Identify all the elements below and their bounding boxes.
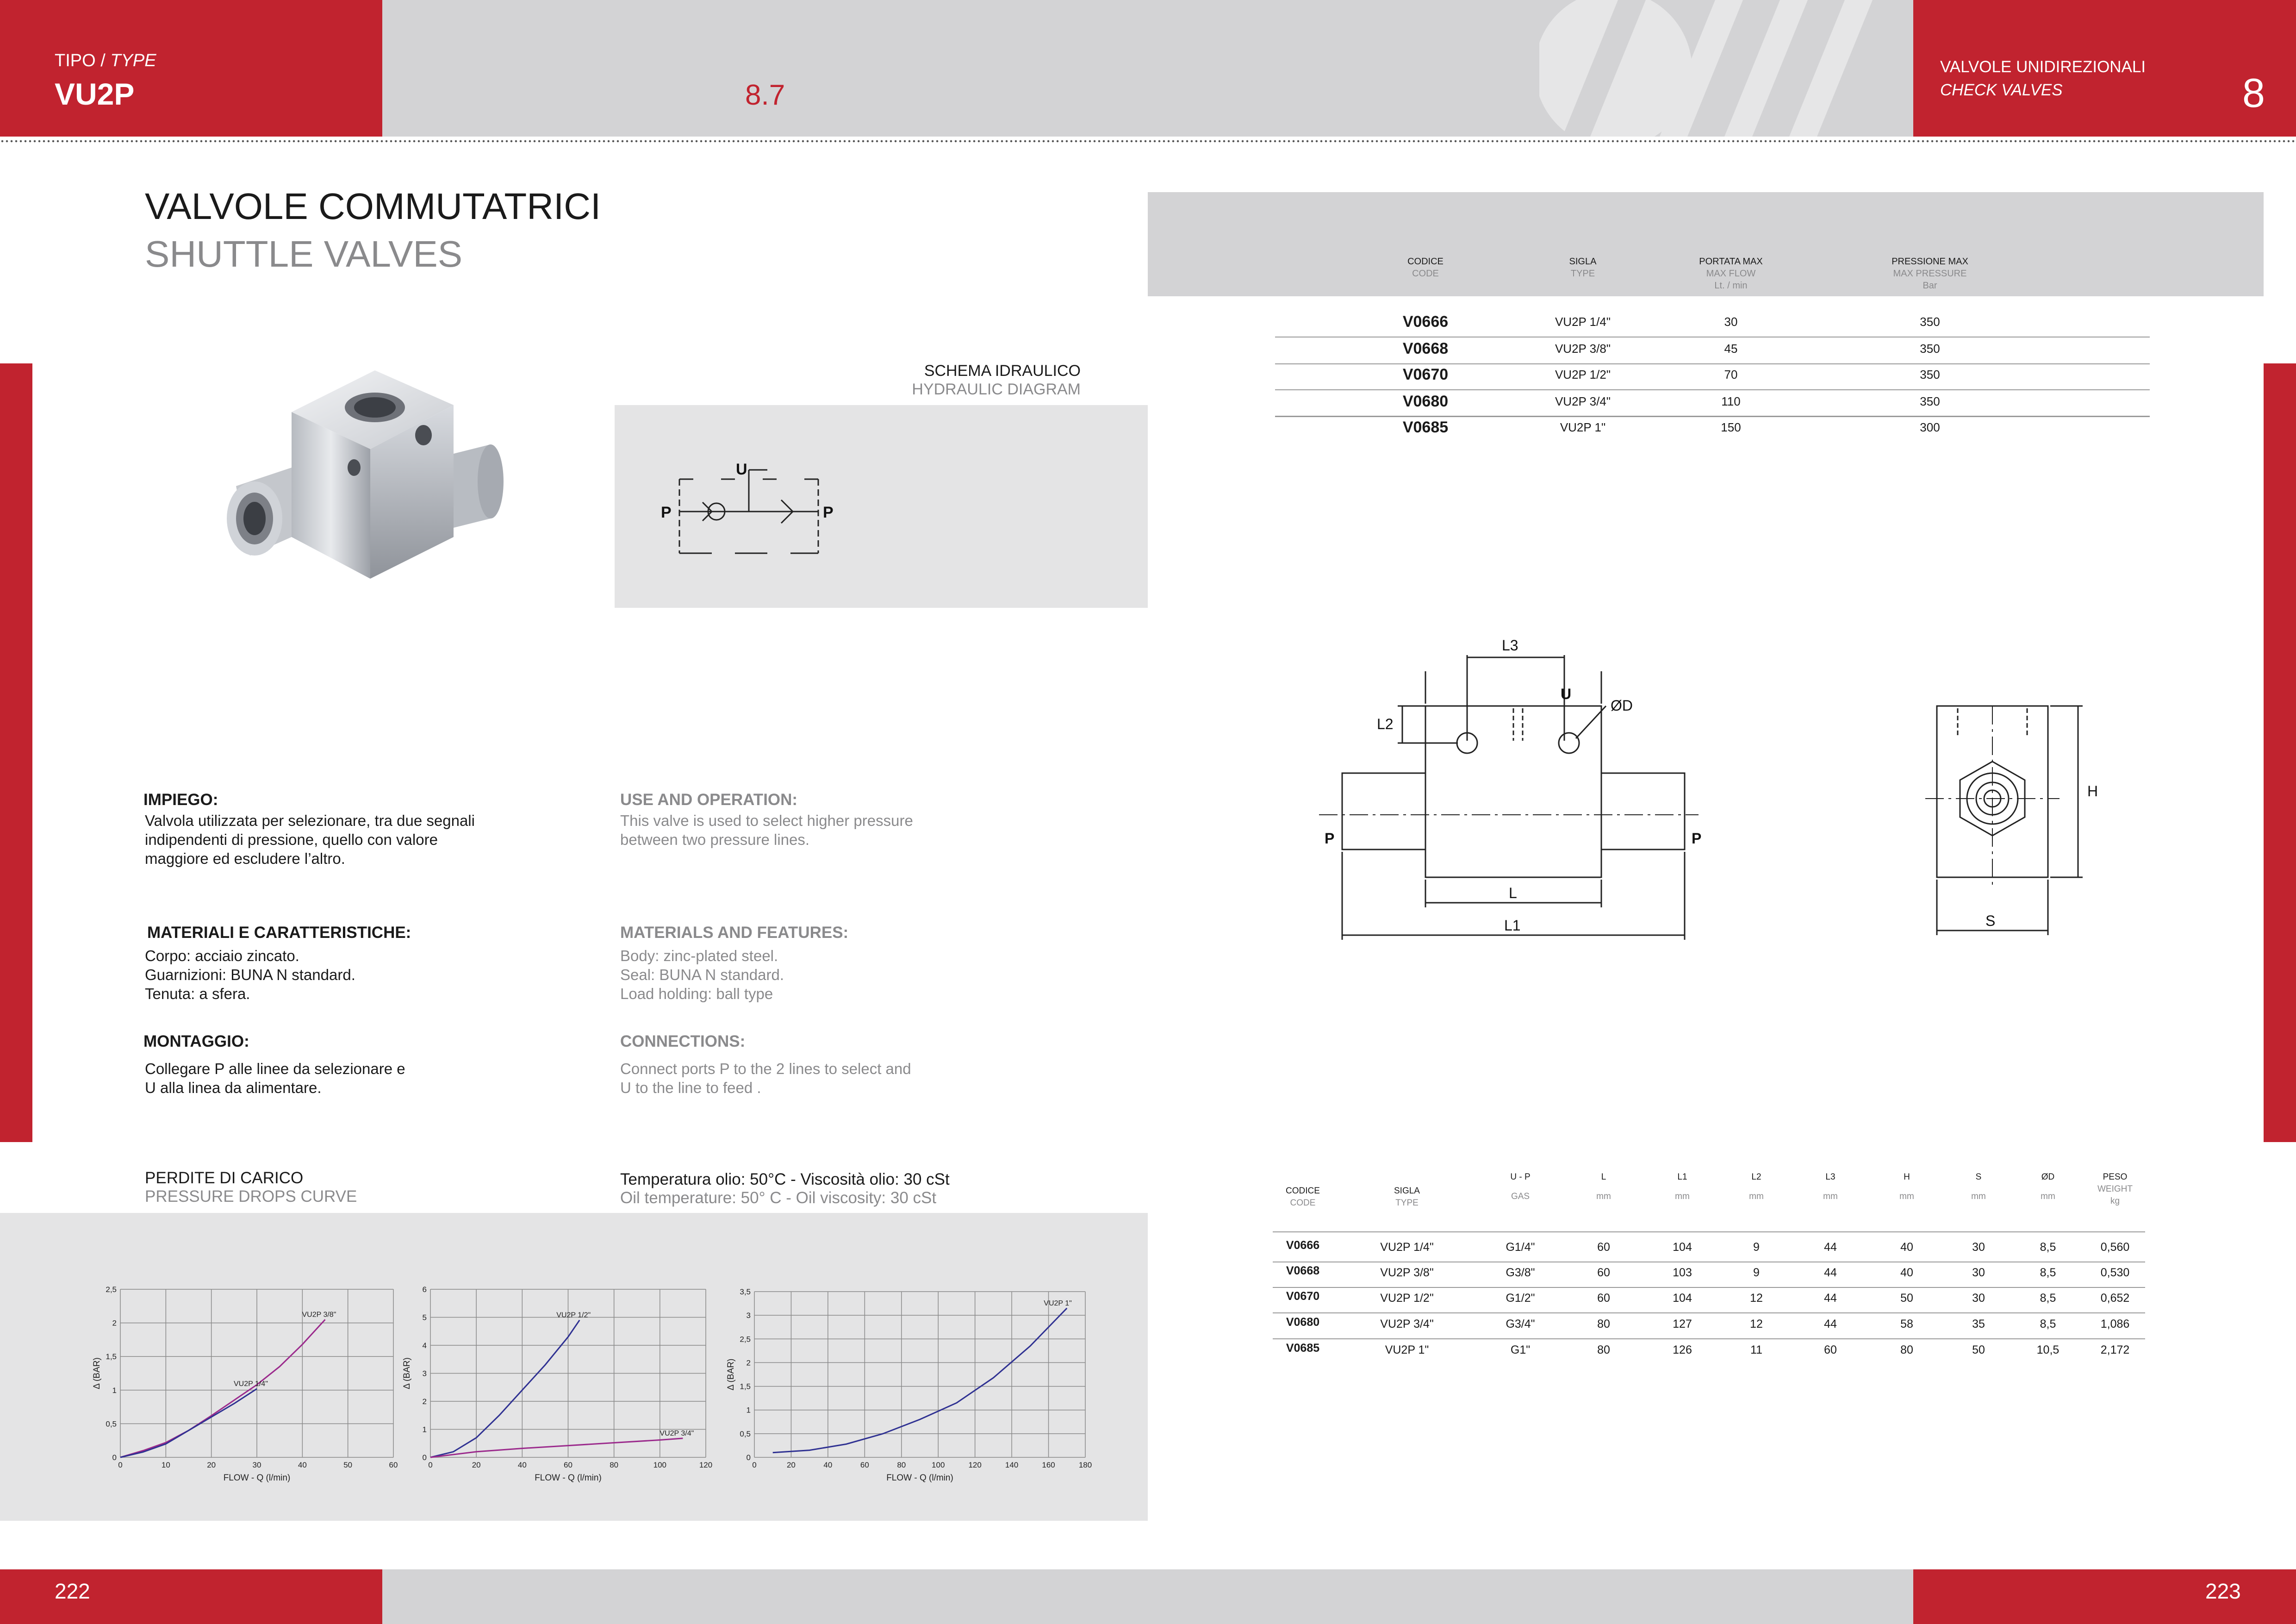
y-tick-label: 2,5 (740, 1335, 751, 1344)
use-text (620, 811, 913, 849)
table2-cell: 40 (1900, 1266, 1913, 1279)
x-tick-label: 20 (207, 1461, 216, 1469)
table2-code-cell: V0670 (1286, 1290, 1320, 1303)
table2-cell: 44 (1824, 1318, 1837, 1330)
table2-cell: 50 (1900, 1292, 1913, 1305)
table2-cell: 127 (1673, 1318, 1692, 1330)
table2-header-it: CODICE (1286, 1186, 1320, 1196)
series-label: VU2P 1/2" (556, 1311, 591, 1319)
tipo-it: TIPO (55, 51, 96, 70)
x-tick-label: 120 (968, 1461, 982, 1469)
series-label: VU2P 1/4" (234, 1380, 268, 1388)
y-tick-label: 3,5 (740, 1287, 751, 1296)
dim-p-right: P (1692, 830, 1702, 847)
dim-od: ØD (1611, 697, 1633, 714)
hyd-label-p-left: P (661, 504, 672, 521)
table2-header-it: L3 (1825, 1172, 1836, 1182)
x-tick-label: 0 (428, 1461, 433, 1469)
montaggio-heading: MONTAGGIO: (143, 1032, 249, 1050)
x-tick-label: 100 (932, 1461, 945, 1469)
brand-stripes-icon (1539, 0, 1910, 137)
table2-code-cell: V0666 (1286, 1239, 1320, 1252)
table1-header-unit: Lt. / min (1714, 281, 1748, 291)
pressure-chart-1 (83, 1278, 396, 1481)
dim-u: U (1561, 686, 1572, 702)
y-tick-label: 0 (746, 1453, 751, 1462)
tipo-en: TYPE (110, 51, 156, 70)
table1-header-en: TYPE (1570, 269, 1595, 279)
x-axis-label: FLOW - Q (l/min) (886, 1473, 953, 1483)
pressure-chart-2 (403, 1278, 722, 1481)
table2-cell: 12 (1750, 1318, 1763, 1330)
materiali-text (145, 946, 355, 1003)
x-tick-label: 80 (897, 1461, 906, 1469)
pressure-title-it: PERDITE DI CARICO (145, 1169, 304, 1187)
series-line (430, 1438, 683, 1457)
model-name: VU2P (55, 77, 135, 111)
table2-cell: VU2P 1/4" (1380, 1241, 1434, 1254)
connections-heading: CONNECTIONS: (620, 1032, 746, 1050)
pressure-chart-3 (727, 1278, 1134, 1481)
table1-code-cell: V0668 (1402, 340, 1449, 357)
y-tick-label: 2 (112, 1318, 117, 1328)
hyd-label-u: U (736, 461, 747, 478)
valve-product-photo (222, 361, 528, 620)
table2-cell: 104 (1673, 1292, 1692, 1305)
table2-cell: VU2P 3/4" (1380, 1318, 1434, 1330)
y-axis-label: Δ (BAR) (92, 1357, 102, 1389)
x-tick-label: 20 (472, 1461, 481, 1469)
table2-header-en: mm (1675, 1192, 1690, 1201)
y-axis-label: Δ (BAR) (402, 1357, 412, 1389)
text-line: Body: zinc-plated steel. (620, 947, 778, 964)
table2-cell: 35 (1972, 1318, 1985, 1330)
x-tick-label: 120 (699, 1461, 713, 1469)
table2-cell: 0,652 (2100, 1292, 2130, 1305)
y-tick-label: 1 (422, 1425, 427, 1434)
table1-header-unit: Bar (1923, 281, 1937, 291)
x-tick-label: 100 (653, 1461, 667, 1469)
table2-cell: 30 (1972, 1241, 1985, 1254)
hyd-label-p-right: P (823, 504, 834, 521)
x-tick-label: 160 (1042, 1461, 1055, 1469)
table2-header-en: WEIGHT (2097, 1184, 2133, 1194)
footer-mid-panel (382, 1569, 1913, 1624)
text-line: indipendenti di pressione, quello con valore (145, 831, 438, 848)
table2-cell: G1" (1510, 1343, 1531, 1356)
table1-cell: 45 (1724, 342, 1738, 356)
side-bar-left (0, 363, 32, 1142)
row-divider (1275, 389, 2150, 390)
table1-cell: 70 (1724, 368, 1738, 381)
x-tick-label: 10 (161, 1461, 170, 1469)
table2-cell: 80 (1597, 1318, 1610, 1330)
row-divider (1273, 1287, 2145, 1288)
x-tick-label: 0 (118, 1461, 123, 1469)
table2-cell: 0,560 (2100, 1241, 2130, 1254)
row-divider (1273, 1312, 2145, 1313)
x-tick-label: 60 (389, 1461, 398, 1469)
table1-cell: VU2P 3/8" (1555, 342, 1611, 356)
table1-cell: 350 (1920, 368, 1940, 381)
text-line: maggiore ed escludere l’altro. (145, 850, 345, 867)
dim-l1: L1 (1504, 917, 1521, 934)
table2-cell: 80 (1597, 1343, 1610, 1356)
table2-cell: 11 (1750, 1343, 1762, 1356)
series-label: VU2P 1" (1044, 1299, 1072, 1307)
table2-cell: 8,5 (2040, 1241, 2056, 1254)
table1-header-en: MAX PRESSURE (1893, 269, 1967, 279)
table2-header-cell (1356, 1185, 1458, 1209)
series-line (430, 1320, 579, 1457)
text-line: between two pressure lines. (620, 831, 810, 848)
x-tick-label: 40 (298, 1461, 307, 1469)
table2-cell: 80 (1900, 1343, 1913, 1356)
table2-cell: 10,5 (2036, 1343, 2060, 1356)
x-tick-label: 50 (343, 1461, 353, 1469)
text-line: Guarnizioni: BUNA N standard. (145, 966, 355, 983)
text-line: Valvola utilizzata per selezionare, tra due segnali (145, 812, 475, 829)
dim-h: H (2087, 783, 2098, 800)
table2-cell: 9 (1753, 1266, 1760, 1279)
schema-title-en: HYDRAULIC DIAGRAM (912, 381, 1081, 398)
x-tick-label: 40 (517, 1461, 527, 1469)
table1-cell: 350 (1920, 315, 1940, 329)
table2-cell: 60 (1597, 1266, 1610, 1279)
schema-title-it: SCHEMA IDRAULICO (924, 362, 1081, 380)
text-line: Corpo: acciaio zincato. (145, 947, 299, 964)
table1-cell: 30 (1724, 315, 1738, 329)
table2-cell: 50 (1972, 1343, 1985, 1356)
table2-cell: VU2P 1" (1385, 1343, 1429, 1356)
y-tick-label: 1,5 (106, 1352, 117, 1362)
table2-cell: 0,530 (2100, 1266, 2130, 1279)
table1-code-cell: V0670 (1402, 366, 1449, 383)
table2-cell: 44 (1824, 1241, 1837, 1254)
y-tick-label: 6 (422, 1285, 427, 1294)
y-tick-label: 1,5 (740, 1382, 751, 1391)
table2-code-cell: V0685 (1286, 1342, 1320, 1355)
table2-cell: G3/4" (1506, 1318, 1535, 1330)
table2-cell: G1/2" (1506, 1292, 1535, 1305)
x-tick-label: 60 (564, 1461, 572, 1469)
dotted-divider (0, 139, 2296, 144)
table1-header-it: PRESSIONE MAX (1892, 256, 1968, 267)
table2-header-it: H (1904, 1172, 1910, 1182)
chapter-number: 8 (2242, 70, 2265, 116)
x-tick-label: 40 (823, 1461, 833, 1469)
table1-code-cell: V0685 (1402, 418, 1449, 436)
table1-cell: VU2P 1/4" (1555, 315, 1611, 329)
x-tick-label: 60 (860, 1461, 869, 1469)
temperature-en: Oil temperature: 50° C - Oil viscosity: 30 cSt (620, 1189, 937, 1207)
y-tick-label: 3 (746, 1311, 751, 1320)
row-divider (1275, 363, 2150, 364)
text-line: Seal: BUNA N standard. (620, 966, 784, 983)
table2-cell: 12 (1750, 1292, 1763, 1305)
y-tick-label: 2,5 (106, 1285, 117, 1294)
table1-code-cell: V0666 (1402, 313, 1449, 331)
text-line: Tenuta: a sfera. (145, 985, 250, 1002)
table1-header-cell (1661, 256, 1800, 292)
x-tick-label: 180 (1078, 1461, 1092, 1469)
table2-cell: 30 (1972, 1292, 1985, 1305)
category-en: CHECK VALVES (1940, 81, 2063, 99)
row-divider (1273, 1338, 2145, 1339)
y-axis-label: Δ (BAR) (726, 1358, 736, 1391)
dim-s: S (1985, 912, 1996, 929)
table1-header-cell (1513, 256, 1652, 280)
hydraulic-symbol (615, 405, 1148, 608)
table2-cell: G3/8" (1506, 1266, 1535, 1279)
page-subtitle: SHUTTLE VALVES (145, 233, 463, 275)
use-heading: USE AND OPERATION: (620, 791, 798, 809)
y-tick-label: 1 (746, 1405, 751, 1415)
table1-header-cell (1356, 256, 1495, 280)
series-line (773, 1308, 1067, 1453)
header-mid-panel (382, 0, 1913, 137)
page-number-left: 222 (55, 1579, 90, 1603)
dim-l: L (1509, 885, 1517, 901)
row-divider (1275, 416, 2150, 417)
table2-header-en: mm (1823, 1192, 1838, 1201)
text-line: U alla linea da alimentare. (145, 1079, 322, 1096)
table2-cell: 9 (1753, 1241, 1760, 1254)
table1-header-it: SIGLA (1569, 256, 1597, 267)
table2-code-cell: V0668 (1286, 1264, 1320, 1277)
connections-text (620, 1059, 911, 1097)
table1-header-it: PORTATA MAX (1699, 256, 1763, 267)
x-tick-label: 140 (1005, 1461, 1019, 1469)
y-tick-label: 0,5 (106, 1419, 117, 1429)
temperature-it: Temperatura olio: 50°C - Viscosità olio: 30 cSt (620, 1170, 950, 1188)
table2-cell: 8,5 (2040, 1318, 2056, 1330)
table1-cell: VU2P 1/2" (1555, 368, 1611, 381)
y-tick-label: 5 (422, 1313, 427, 1322)
y-tick-label: 4 (422, 1341, 427, 1350)
y-tick-label: 0 (422, 1453, 427, 1462)
table2-cell: G1/4" (1506, 1241, 1535, 1254)
table1-cell: 150 (1721, 420, 1741, 434)
table2-header-unit: kg (2110, 1196, 2120, 1206)
table2-header-en: mm (1596, 1192, 1611, 1201)
table2-cell: VU2P 3/8" (1380, 1266, 1434, 1279)
table2-cell: 8,5 (2040, 1292, 2056, 1305)
y-tick-label: 0 (112, 1453, 117, 1462)
hydraulic-diagram-box (615, 405, 1148, 608)
series-label: VU2P 3/4" (660, 1429, 694, 1437)
table2-header-it: L2 (1751, 1172, 1761, 1182)
table2-cell: 30 (1972, 1266, 1985, 1279)
table2-cell: VU2P 1/2" (1380, 1292, 1434, 1305)
table1-header-en: MAX FLOW (1706, 269, 1756, 279)
x-tick-label: 30 (252, 1461, 261, 1469)
table2-header-it: U - P (1510, 1172, 1531, 1182)
table2-header-en: mm (2041, 1192, 2055, 1201)
table1-header-it: CODICE (1407, 256, 1444, 267)
table2-header-en: TYPE (1395, 1198, 1419, 1208)
table2-header-en: mm (1971, 1192, 1986, 1201)
x-tick-label: 0 (752, 1461, 757, 1469)
table2-header-cell (1252, 1185, 1354, 1209)
dimension-drawing (1319, 630, 2152, 963)
category-it: VALVOLE UNIDIREZIONALI (1940, 58, 2146, 76)
table1-cell: 300 (1920, 420, 1940, 434)
section-number: 8.7 (745, 79, 785, 111)
table2-cell: 60 (1824, 1343, 1837, 1356)
table2-header-it: L (1601, 1172, 1606, 1182)
y-tick-label: 1 (112, 1386, 117, 1395)
table2-header-it: L1 (1677, 1172, 1687, 1182)
table1-header-cell (1860, 256, 1999, 292)
table2-header-en: CODE (1290, 1198, 1316, 1208)
x-axis-label: FLOW - Q (l/min) (535, 1473, 602, 1483)
dim-l3: L3 (1502, 637, 1518, 654)
table2-cell: 104 (1673, 1241, 1692, 1254)
text-line: Connect ports P to the 2 lines to select and (620, 1060, 911, 1077)
table2-cell: 58 (1900, 1318, 1913, 1330)
text-line: Collegare P alle linee da selezionare e (145, 1060, 405, 1077)
page-title: VALVOLE COMMUTATRICI (145, 186, 601, 227)
text-line: This valve is used to select higher pressure (620, 812, 913, 829)
text-line: U to the line to feed . (620, 1079, 761, 1096)
dim-l2: L2 (1377, 716, 1394, 732)
table2-cell: 44 (1824, 1292, 1837, 1305)
y-tick-label: 2 (422, 1397, 427, 1406)
y-tick-label: 0,5 (740, 1429, 751, 1438)
tipo-slash: / (100, 51, 106, 70)
table2-cell: 103 (1673, 1266, 1692, 1279)
table2-header-it: PESO (2103, 1172, 2128, 1182)
table2-cell: 2,172 (2100, 1343, 2130, 1356)
series-line (120, 1319, 325, 1457)
impiego-heading: IMPIEGO: (143, 791, 218, 809)
side-bar-right (2264, 363, 2296, 1142)
table1-header-en: CODE (1412, 269, 1439, 279)
table2-header-it: S (1975, 1172, 1982, 1182)
materials-text (620, 946, 784, 1003)
table1-cell: VU2P 3/4" (1555, 394, 1611, 408)
x-axis-label: FLOW - Q (l/min) (223, 1473, 291, 1483)
y-tick-label: 3 (422, 1369, 427, 1378)
table2-cell: 8,5 (2040, 1266, 2056, 1279)
text-line: Load holding: ball type (620, 985, 773, 1002)
montaggio-text (145, 1059, 405, 1097)
materials-heading: MATERIALS AND FEATURES: (620, 924, 849, 942)
table2-header-en: mm (1899, 1192, 1914, 1201)
impiego-text (145, 811, 475, 868)
pressure-title-en: PRESSURE DROPS CURVE (145, 1187, 357, 1206)
table2-cell: 40 (1900, 1241, 1913, 1254)
table2-cell: 60 (1597, 1292, 1610, 1305)
x-tick-label: 20 (786, 1461, 796, 1469)
table2-cell: 1,086 (2100, 1318, 2130, 1330)
table1-cell: 110 (1721, 394, 1741, 408)
row-divider (1273, 1231, 2145, 1232)
table2-header-cell (2064, 1171, 2166, 1207)
table2-code-cell: V0680 (1286, 1316, 1320, 1329)
table2-header-en: mm (1749, 1192, 1764, 1201)
table1-cell: 350 (1920, 342, 1940, 356)
dim-p-left: P (1325, 830, 1335, 847)
table1-code-cell: V0680 (1402, 393, 1449, 410)
page-number-right: 223 (2205, 1579, 2241, 1603)
x-tick-label: 80 (610, 1461, 619, 1469)
table1-cell: 350 (1920, 394, 1940, 408)
series-label: VU2P 3/8" (302, 1311, 336, 1319)
table2-cell: 44 (1824, 1266, 1837, 1279)
table1-cell: VU2P 1" (1560, 420, 1606, 434)
tipo-label (55, 51, 156, 71)
table2-header-en: GAS (1511, 1192, 1530, 1201)
materiali-heading: MATERIALI E CARATTERISTICHE: (147, 924, 411, 942)
table2-cell: 126 (1673, 1343, 1692, 1356)
table2-header-it: ØD (2041, 1172, 2055, 1182)
table2-cell: 60 (1597, 1241, 1610, 1254)
y-tick-label: 2 (746, 1358, 751, 1368)
table2-header-it: SIGLA (1394, 1186, 1420, 1196)
